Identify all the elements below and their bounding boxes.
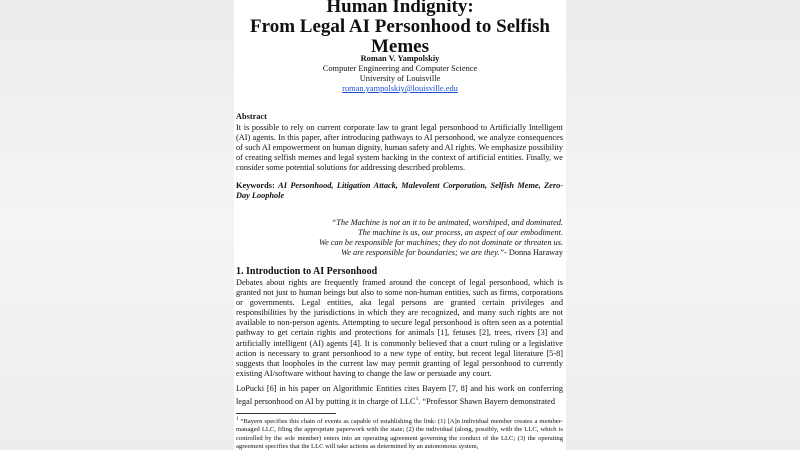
background-left: [0, 0, 234, 450]
author-university: University of Louisville: [359, 74, 441, 83]
paragraph-2-text-end: . “Professor Shawn Bayern demonstrated: [418, 396, 555, 406]
footnote-marker: 1: [236, 417, 239, 422]
epigraph-line-4: [236, 248, 563, 258]
footnote-text: “Bayern specifies this chain of events as capable of establishing the link: (1) [A]n individual member creates a member-managed LLC, filing the appropriate paperwork with the state; (2) the individual (along, possibly, with the LLC, which is controlled by the sole member) enters into an operating agreement governing the conduct of the LLC; (3) the operating agreement specifies that the LLC will take actions as determined by an autonomous system,: [236, 418, 563, 450]
abstract-heading: Abstract: [236, 112, 267, 121]
epigraph-line-2: The machine is us, our process, an aspect of our embodiment.: [357, 228, 563, 238]
author-email-link[interactable]: roman.yampolskiy@louisville.edu: [342, 84, 458, 93]
keywords: [236, 181, 563, 201]
paper-title-line2: From Legal AI Personhood to Selfish Memes: [250, 16, 550, 57]
keywords-values: AI Personhood, Litigation Attack, Malevolent Corporation, Selfish Meme, Zero-Day Loophole: [236, 181, 563, 201]
abstract-text: It is possible to rely on current corporate law to grant legal personhood to Artificially Intelligent (AI) agents. In this paper, after introducing pathways to AI personhood, we analyze consequences of such AI empowerment on human dignity, human safety and AI rights. We emphasize possibility of creating selfish memes and legal system hacking in the context of artificial entities. Finally, we consider some potential solutions for addressing described problems.: [236, 123, 563, 173]
section-1-paragraph-2: [236, 384, 563, 407]
author-department: Computer Engineering and Computer Science: [322, 64, 478, 73]
epigraph-line-4-text: We are responsible for boundaries; we are they.”: [341, 248, 505, 258]
paragraph-2-text-start: LoPucki [6] in his paper on Algorithmic Entities cites Bayern [7, 8] and his work on conferring legal personhood on AI by putting it in charge of LLC: [236, 384, 563, 406]
footnote-reference[interactable]: 1: [415, 396, 419, 403]
paper-title-line1: Human Indignity:: [326, 0, 474, 17]
paper-page: [234, 0, 566, 450]
footnote-divider: [236, 413, 336, 414]
epigraph: [236, 218, 563, 258]
footnote-1: [236, 416, 563, 450]
epigraph-line-1: “The Machine is not an it to be animated, worshiped, and dominated.: [331, 218, 563, 227]
epigraph-attribution: - Donna Haraway: [504, 248, 563, 258]
epigraph-line-3: We can be responsible for machines; they do not dominate or threaten us.: [318, 238, 563, 248]
section-1-heading: 1. Introduction to AI Personhood: [236, 266, 378, 277]
section-1-paragraph-1: Debates about rights are frequently framed around the concept of legal personhood, which is granted not just to human beings but also to some non-human entities, such as firms, corporations or governments. Legal entities, aka legal persons are granted certain privileges and responsibilities by the jurisdictions in which they are recognized, and many such rights are not available to non-person agents. Attempting to secure legal personhood is often seen as a potential pathway to get certain rights and protections for animals [1], fetuses [2], trees, rivers [3] and artificially intelligent (AI) agents [4]. It is commonly believed that a court ruling or a legislative action is necessary to grant personhood to a new type of entity, but recent legal literature [5-8] suggests that loopholes in the current law may permit granting of legal personhood to currently existing AI/software without having to change the law or persuade any court.: [236, 278, 563, 378]
author-name: Roman V. Yampolskiy: [360, 54, 440, 63]
keywords-label: Keywords:: [236, 181, 275, 190]
author-email-row: [234, 84, 566, 94]
background-right: [566, 0, 800, 450]
